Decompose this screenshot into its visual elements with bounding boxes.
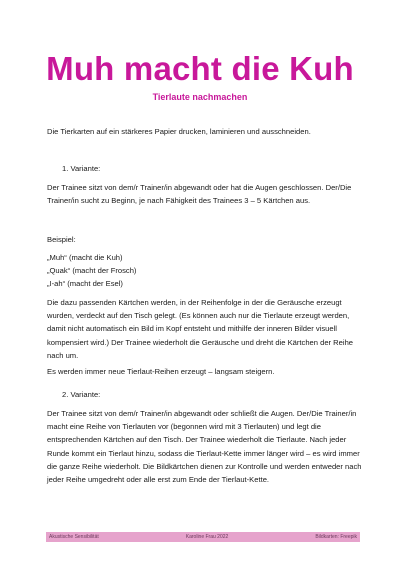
page-footer [46, 532, 360, 542]
page-subtitle: Tierlaute nachmachen [152, 92, 248, 102]
variant1-paragraph-2: Die dazu passenden Kärtchen werden, in der Reihenfolge in der die Geräusche erzeugt wurden, verdeckt auf den Tisch gelegt. (Es können auch nur die Tierlaute erzeugt werden, damit nicht automatisch ein Bild im Kopf entsteht und mithilfe der inneren Bilder visuell kompensiert wird.) Der Trainee wiederholt die Geräusche und dreht die Kärtchen der Reihe nach um. [47, 298, 354, 360]
variant1-heading: 1. Variante: [62, 164, 101, 173]
footer-center: Karoline Frau 2022 [185, 534, 229, 540]
footer-left: Akustische Sensibilität [49, 534, 99, 540]
intro-paragraph: Die Tierkarten auf ein stärkeres Papier drucken, laminieren und ausschneiden. [47, 127, 311, 136]
footer-right: Bildkarten: Freepik [315, 534, 357, 540]
variant2-paragraph: Der Trainee sitzt von dem/r Trainer/in abgewandt oder schließt die Augen. Der/Die Trainer/in macht eine Reihe von Tierlauten vor (begonnen wird mit 3 Tierlauten) und legt die entsprechenden Kärtchen auf den Tisch. Der Trainee wiederholt die Tierlaute. Nach jeder Runde kommt ein Tierlaut hinzu, sodass die Tierlaut-Kette immer länger wird – es wird immer die ganze Reihe wiederholt. Die Bildkärtchen dienen zur Kontrolle und werden entweder nach jeder Reihe umgedreht oder alle erst zum Ende der Tierlaut-Kette. [47, 409, 362, 485]
example-label: Beispiel: [47, 235, 76, 244]
example-item-iah: „I-ah“ (macht der Esel) [47, 279, 123, 289]
example-list [47, 251, 365, 291]
page-title: Muh macht die Kuh [46, 50, 354, 87]
example-item-muh: „Muh“ (macht die Kuh) [47, 253, 123, 262]
variant1-paragraph-3: Es werden immer neue Tierlaut-Reihen erzeugt – langsam steigern. [47, 367, 275, 376]
example-item-quak: „Quak“ (macht der Frosch) [47, 266, 137, 276]
variant1-paragraph: Der Trainee sitzt von dem/r Trainer/in abgewandt oder hat die Augen geschlossen. Der/Die Trainer/in sucht zu Beginn, je nach Fähigkeit des Trainees 3 – 5 Kärtchen aus. [47, 183, 352, 206]
variant2-heading: 2. Variante: [62, 390, 101, 399]
